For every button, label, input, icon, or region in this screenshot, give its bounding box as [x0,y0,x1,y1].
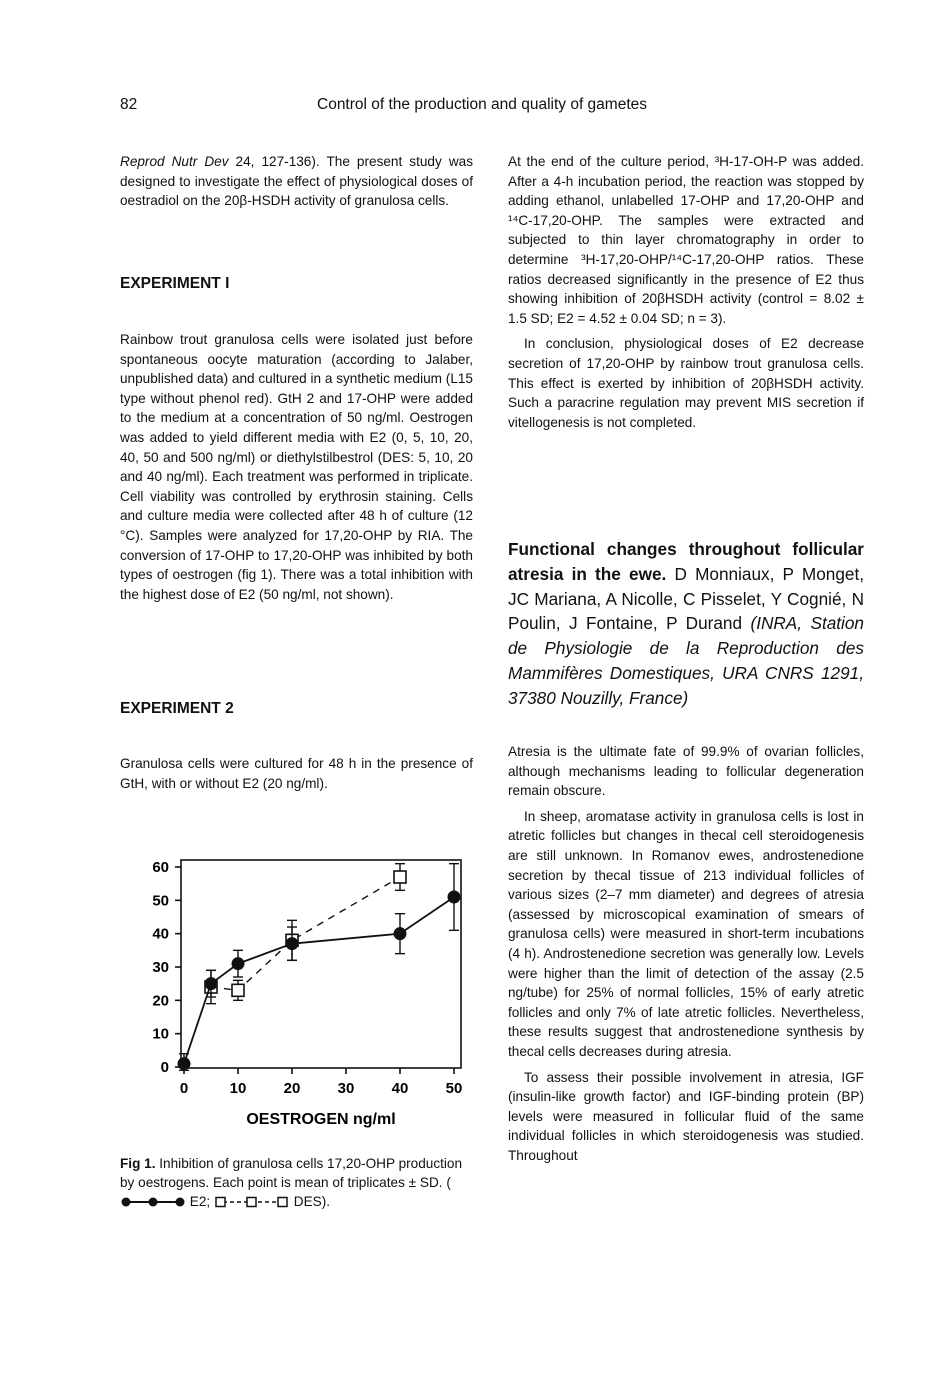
experiment-1-heading: EXPERIMENT I [120,275,230,292]
des-legend-symbol [214,1196,290,1208]
y-tick-label: 20 [152,992,169,1010]
series-line [211,877,400,990]
x-tick-label: 40 [391,1080,409,1097]
series-des [205,864,406,1004]
x-axis-ticks [180,1068,463,1097]
data-point-square [394,871,406,883]
data-point-circle [448,891,461,904]
y-tick-label: 30 [152,959,169,976]
androstenedione-paragraph: In sheep, aromatase activity in granulosa cells is lost in atretic follicles but changes in thecal cell steroidogenesis are still unknown. In Romanov ewes, androstenedione secretion by thecal tissue of 213 individual follicles of various sizes (2–7 mm diameter) and degrees of atresia (assessed by microscopical examination of smears of granulosa cells) were measured in short-term incubations (4 h). Androstenedione secretion was generally low. Levels were higher than the limit of detection of the assay (2.5 ng/tube) for 25% of normal follicles, 15% of early atretic follicles and only 7% of late atretic follicles. Nevertheless, these results suggest that androstenedione synthesis by thecal cells decreases during atresia. [508,808,864,1059]
methods-paragraph: At the end of the culture period, ³H-17-OH-P was added. After a 4-h incubation period, the reaction was stopped by adding ethanol, unlabelled 17-OHP and 17,20-OHP and ¹⁴C-17,20-OHP. The samples were extracted and subjected to thin layer chromatography in order to determine ³H-17,20-OHP/¹⁴C-17,20-OHP ratios. These ratios decreased significantly in the presence of E2 thus showing inhibition of 20βHSDH activity (control = 8.02 ± 1.5 SD; E2 = 4.52 ± 0.04 SD; n = 3). [508,154,864,326]
series-e2 [178,864,461,1071]
running-title: Control of the production and quality of gametes [317,96,648,113]
right-column-top [508,152,864,432]
abstract-affiliation: (INRA, Station de Physiologie de la Reproduction des Mammifères Domestiques, URA CNRS 1291, 37380 Nouzilly, France) [508,613,864,708]
y-tick-label: 40 [152,925,169,943]
experiment-2-heading: EXPERIMENT 2 [120,700,234,717]
chart-frame [181,860,461,1068]
abstract-title-text: Functional changes throughout follicular atresia in the ewe. [508,539,864,584]
x-tick-label: 10 [229,1080,247,1097]
conclusion-paragraph: In conclusion, physiological doses of E2 decrease secretion of 17,20-OHP by rainbow trout granulosa cells. This effect is exerted by inhibition of 20βHSDH activity. Such a paracrine regulation may prevent MIS secretion if vitellogenesis is not completed. [508,336,864,430]
abstract-title [508,537,864,711]
x-tick-label: 30 [337,1080,355,1097]
experiment-1-text: Rainbow trout granulosa cells were isolated just before spontaneous oocyte maturation (according to Jalaber, unpublished data) and cultured in a synthetic medium (L15 type without phenol red). GtH 2 and 17-OHP were added to the medium at a concentration of 50 ng/ml. Oestrogen was added to yield different media with E2 (0, 5, 10, 20, 40, 50 and 500 ng/ml) or diethylstilbestrol (DES: 5, 10, 20 and 40 ng/ml). Each treatment was performed in triplicate. Cell viability was controlled by erythrosin staining. Cells and culture media were collected after 48 h of culture (12 °C). Samples were analyzed for 17,20-OHP by RIA. The conversion of 17-OHP to 17,20-OHP was inhibited by both types of oestrogen (fig 1). There was a total inhibition with the highest dose of E2 (50 ng/ml, not shown). [120,332,473,602]
series-line [184,897,454,1064]
igf-paragraph: To assess their possible involvement in atresia, IGF (insulin-like growth factor) and IGF-binding protein (BP) levels were measured in follicular fluid of the same individual follicles in which steroidogenesis was studied. Throughout [508,1069,864,1163]
y-tick-label: 0 [160,1059,169,1076]
page-number: 82 [120,96,138,113]
data-point-circle [232,957,245,970]
data-point-circle [205,977,218,990]
figure-caption: Fig 1. Inhibition of granulosa cells 17,20-OHP production by oestrogens. Each point is mean of triplicates ± SD. ( E2; DES). [120,1156,463,1209]
x-tick-label: 50 [445,1080,463,1097]
y-tick-label: 60 [152,859,169,876]
y-axis-ticks [152,859,181,1076]
y-tick-label: 10 [152,1025,169,1043]
intro-paragraph: Reprod Nutr Dev 24, 127-136). The present study was designed to investigate the effect of physiological doses of oestradiol on the 20β-HSDH activity of granulosa cells. [120,154,473,209]
data-point-circle [286,937,299,950]
figure-label: Fig 1. [120,1156,156,1171]
data-point-circle [394,927,407,940]
journal-name: Reprod Nutr Dev [120,154,229,169]
x-axis-label: OESTROGEN ng/ml [246,1111,396,1128]
experiment-2-text: Granulosa cells were cultured for 48 h in the presence of GtH, with or without E2 (20 ng/ml). [120,756,473,791]
x-tick-label: 0 [179,1080,189,1097]
plot-border [181,860,461,1068]
abstract-body [508,742,864,1165]
data-point-square [232,984,244,996]
atresia-intro-paragraph: Atresia is the ultimate fate of 99.9% of ovarian follicles, although mechanisms leading to follicular degeneration remain obscure. [508,744,864,799]
e2-legend-symbol [120,1196,186,1208]
abstract-authors: D Monniaux, P Monget, JC Mariana, A Nicolle, C Pisselet, Y Cognié, N Poulin, J Fontaine, P Durand [508,563,864,634]
data-point-circle [178,1057,191,1070]
inhibition-chart [100,840,490,1140]
y-tick-label: 50 [152,892,169,910]
x-tick-label: 20 [283,1080,301,1097]
